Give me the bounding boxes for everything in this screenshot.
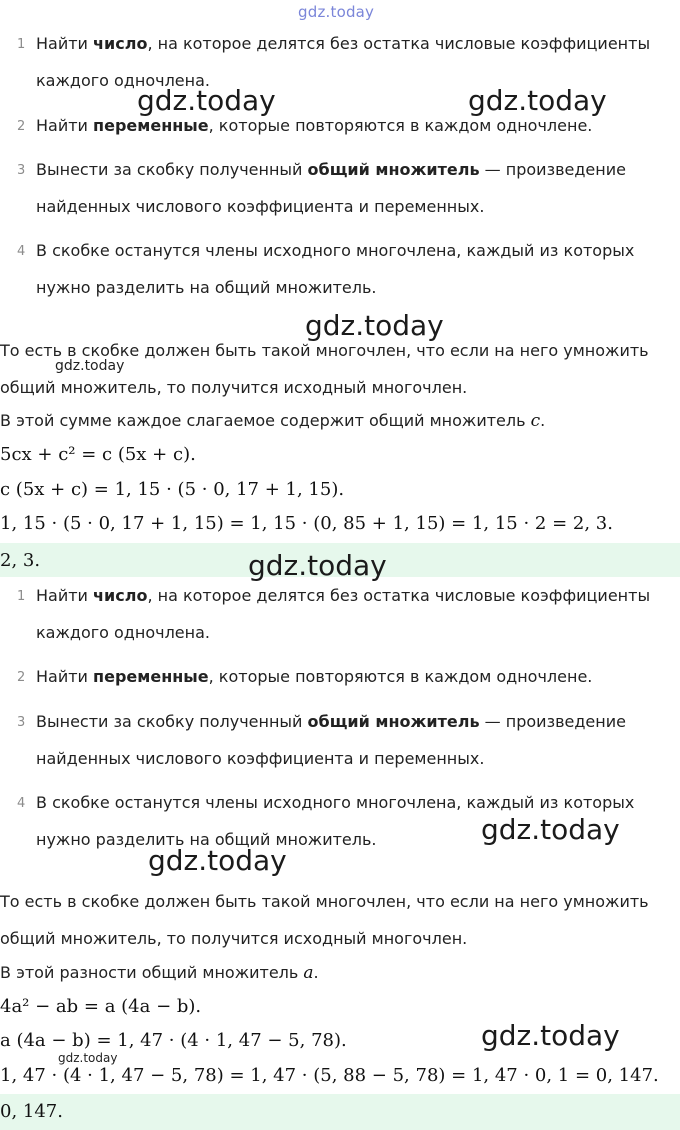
step-number: 3	[17, 715, 26, 730]
step-number: 1	[17, 37, 26, 52]
watermark: gdz.today	[481, 1019, 620, 1052]
step-text: Вынести за скобку полученный общий множитель — произведение	[36, 160, 626, 179]
step-number: 4	[17, 796, 26, 811]
step-text-continued: нужно разделить на общий множитель.	[36, 830, 377, 849]
step-text: Вынести за скобку полученный общий множитель — произведение	[36, 712, 626, 731]
equation-factoring: 5cx + c² = c (5x + c).	[0, 444, 196, 465]
step-text-continued: каждого одночлена.	[36, 623, 210, 642]
answer-value: 2, 3.	[0, 550, 41, 571]
watermark: gdz.today	[148, 844, 287, 877]
equation-factoring: 4a² − ab = a (4a − b).	[0, 996, 202, 1017]
watermark: gdz.today	[137, 84, 276, 117]
explanation-paragraph-continued: общий множитель, то получится исходный многочлен.	[0, 378, 468, 397]
step-text-continued: нужно разделить на общий множитель.	[36, 278, 377, 297]
explanation-paragraph: То есть в скобке должен быть такой многочлен, что если на него умножить	[0, 892, 649, 911]
step-text-continued: каждого одночлена.	[36, 71, 210, 90]
step-number: 2	[17, 119, 26, 134]
common-factor-note: В этой разности общий множитель a.	[0, 963, 319, 983]
step-text: Найти переменные, которые повторяются в каждом одночлене.	[36, 667, 593, 686]
answer-value: 0, 147.	[0, 1101, 63, 1122]
explanation-paragraph-continued: общий множитель, то получится исходный многочлен.	[0, 929, 468, 948]
step-text: Найти число, на которое делятся без остатка числовые коэффициенты	[36, 34, 651, 53]
answer-box	[0, 1094, 680, 1130]
equation-substitution: a (4a − b) = 1, 47 · (4 · 1, 47 − 5, 78).	[0, 1030, 347, 1051]
step-text: В скобке останутся члены исходного многочлена, каждый из которых	[36, 793, 635, 812]
watermark: gdz.today	[55, 358, 125, 374]
step-number: 2	[17, 670, 26, 685]
equation-calculation: 1, 15 · (5 · 0, 17 + 1, 15) = 1, 15 · (0, 85 + 1, 15) = 1, 15 · 2 = 2, 3.	[0, 513, 613, 534]
watermark: gdz.today	[58, 1051, 118, 1065]
step-text-continued: найденных числового коэффициента и переменных.	[36, 197, 485, 216]
step-number: 3	[17, 163, 26, 178]
equation-calculation: 1, 47 · (4 · 1, 47 − 5, 78) = 1, 47 · (5, 88 − 5, 78) = 1, 47 · 0, 1 = 0, 147.	[0, 1065, 659, 1086]
watermark: gdz.today	[248, 549, 387, 582]
step-text: Найти число, на которое делятся без остатка числовые коэффициенты	[36, 586, 651, 605]
common-factor-note: В этой сумме каждое слагаемое содержит общий множитель c.	[0, 411, 546, 431]
equation-substitution: c (5x + c) = 1, 15 · (5 · 0, 17 + 1, 15).	[0, 479, 345, 500]
step-number: 1	[17, 589, 26, 604]
top-watermark: gdz.today	[298, 3, 375, 21]
step-text-continued: найденных числового коэффициента и переменных.	[36, 749, 485, 768]
step-text: Найти переменные, которые повторяются в каждом одночлене.	[36, 116, 593, 135]
watermark: gdz.today	[468, 84, 607, 117]
watermark: gdz.today	[305, 309, 444, 342]
watermark: gdz.today	[481, 813, 620, 846]
step-number: 4	[17, 244, 26, 259]
explanation-paragraph: То есть в скобке должен быть такой многочлен, что если на него умножить	[0, 341, 649, 360]
step-text: В скобке останутся члены исходного многочлена, каждый из которых	[36, 241, 635, 260]
